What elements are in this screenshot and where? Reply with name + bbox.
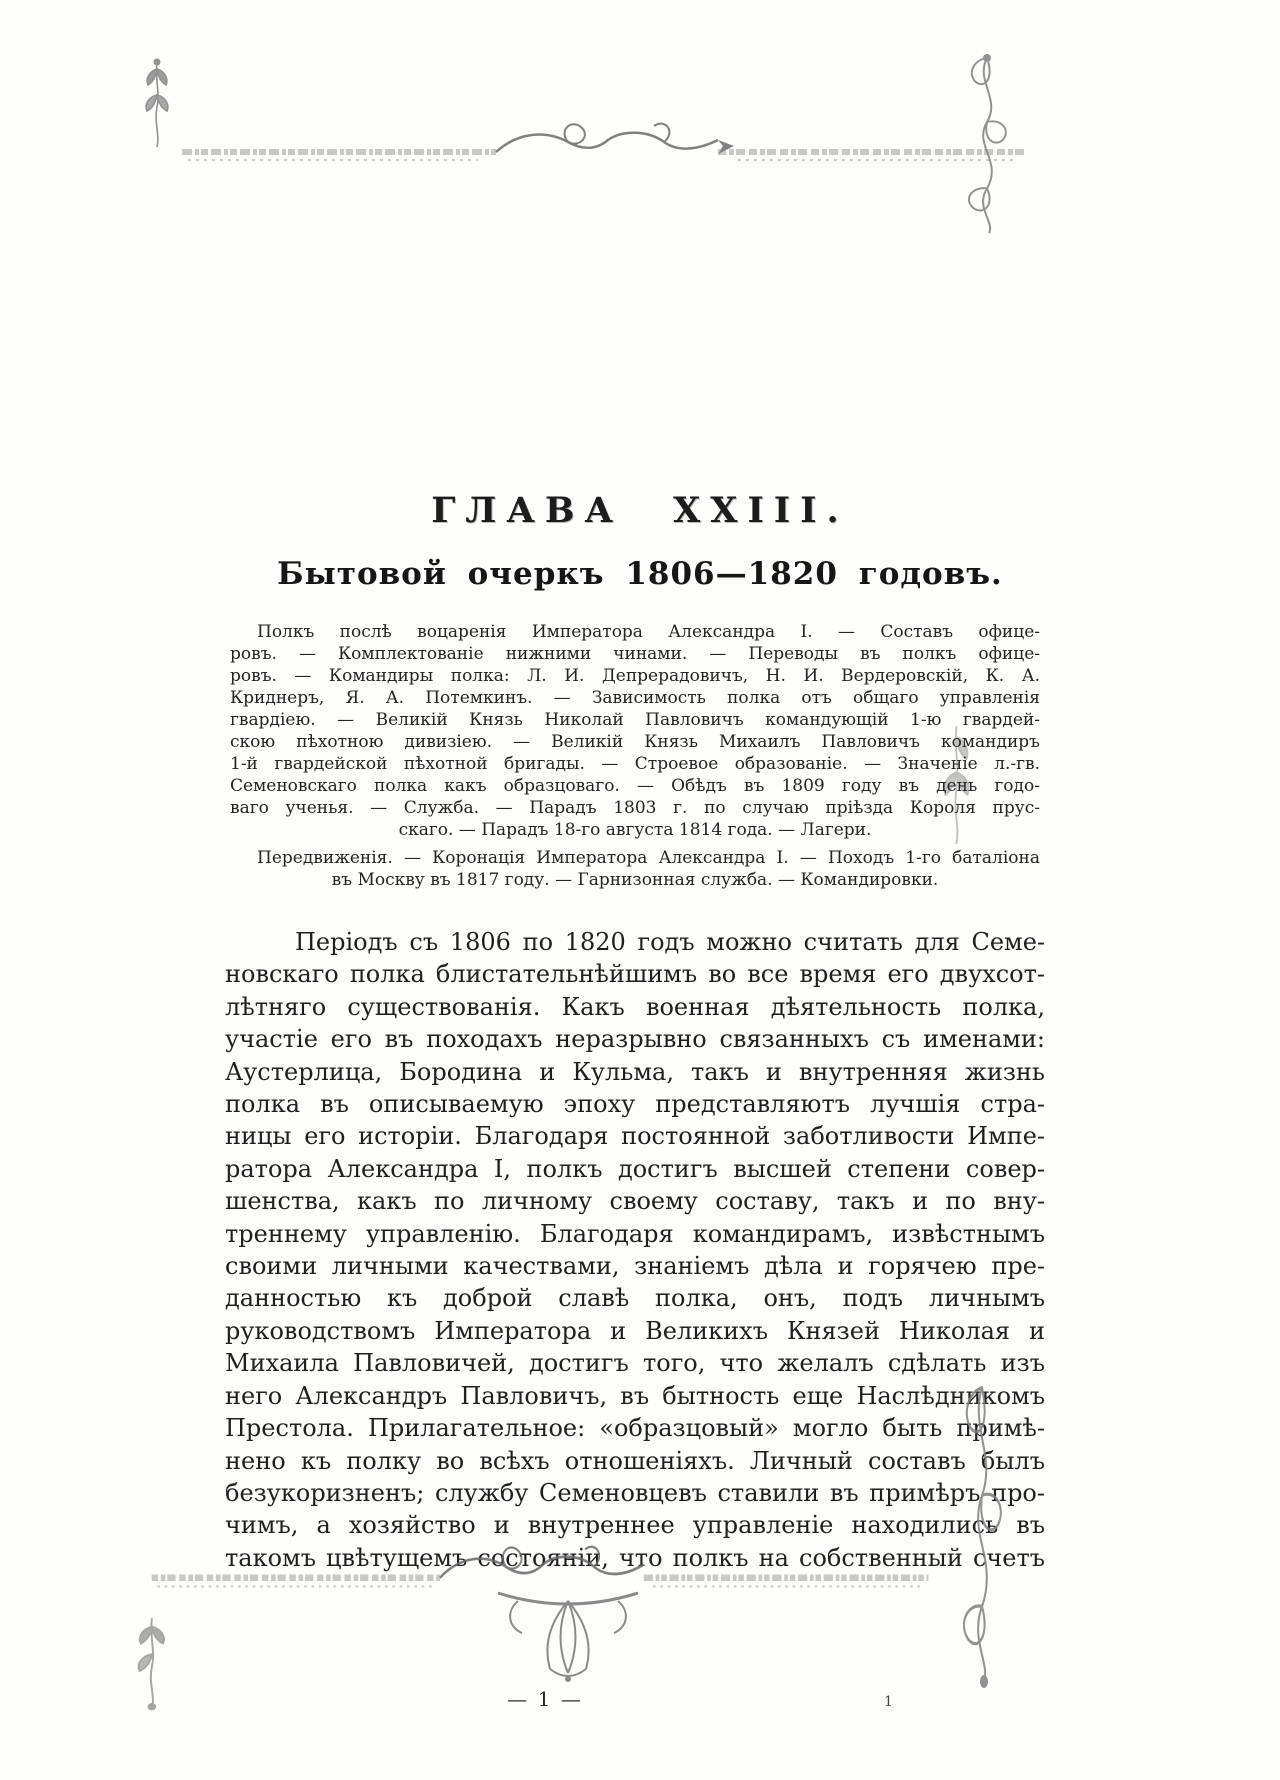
body-line: безукоризненъ; службу Семеновцевъ ставили въ примѣръ про- <box>225 1478 1045 1507</box>
body-line: своими личными качествами, знаніемъ дѣла и горячею пре- <box>225 1252 1045 1281</box>
chapter-summary-paragraph-1 <box>230 621 1040 841</box>
top-garland-ornament <box>178 122 1033 181</box>
body-line: шенства, какъ по личному своему составу, такъ и по вну- <box>225 1187 1045 1216</box>
body-line: чимъ, а хозяйство и внутреннее управленіе находились въ <box>225 1511 1045 1540</box>
body-line: Михаила Павловичей, достигъ того, что желалъ сдѣлать изъ <box>225 1349 1045 1378</box>
bottom-left-sprig-ornament <box>125 1612 180 1716</box>
chapter-heading: ГЛАВА XXIII. <box>431 490 849 531</box>
summary-line: въ Москву въ 1817 году. — Гарнизонная служба. — Командировки. <box>331 870 939 890</box>
summary-line: Семеновскаго полка какъ образцоваго. — Обѣдъ въ 1809 году въ день годо- <box>230 776 1040 796</box>
bottom-right-flourish-ornament <box>940 1378 1025 1692</box>
body-line: треннему управленію. Благодаря командирамъ, извѣстнымъ <box>225 1219 1045 1248</box>
body-line: нено къ полку во всѣхъ отношеніяхъ. Личный составъ былъ <box>225 1446 1045 1475</box>
summary-line: ровъ. — Комплектованіе нижними чинами. — Переводы въ полкъ офице- <box>230 644 1040 664</box>
body-paragraph <box>225 926 1045 1574</box>
chapter-subtitle: Бытовой очеркъ 1806—1820 годовъ. <box>277 556 1003 592</box>
summary-line: ровъ. — Командиры полка: Л. И. Депрерадовичъ, Н. И. Вердеровскій, К. А. <box>230 666 1040 686</box>
summary-line: скою пѣхотною дивизіею. — Великій Князь Михаилъ Павловичъ командиръ <box>230 732 1040 752</box>
signature-mark: 1 <box>884 1694 893 1710</box>
body-line: такомъ цвѣтущемъ состояніи, что полкъ на собственный счетъ <box>225 1543 1045 1572</box>
body-line: ницы его исторіи. Благодаря постоянной заботливости Импе- <box>225 1122 1045 1151</box>
chapter-summary-paragraph-2 <box>230 847 1040 891</box>
page-number: — 1 — <box>507 1687 583 1711</box>
body-line: участіе его въ походахъ неразрывно связанныхъ съ именами: <box>225 1025 1045 1054</box>
body-line: Престола. Прилагательное: «образцовый» могло быть примѣ- <box>225 1414 1045 1443</box>
summary-line: скаго. — Парадъ 18-го августа 1814 года. — Лагери. <box>398 820 872 840</box>
body-line: ратора Александра I, полкъ достигъ высшей степени совер- <box>225 1154 1045 1183</box>
body-line: новскаго полка блистательнѣйшимъ во все время его двухсот- <box>225 960 1045 989</box>
top-left-sprig-ornament <box>135 55 180 154</box>
body-line: лѣтняго существованія. Какъ военная дѣятельность полка, <box>225 992 1045 1021</box>
body-line: него Александръ Павловичъ, въ бытность еще Наслѣдникомъ <box>225 1381 1045 1410</box>
summary-line: Полкъ послѣ воцаренія Императора Александра I. — Составъ офице- <box>257 622 1040 642</box>
body-line: Аустерлица, Бородина и Кульма, такъ и внутренняя жизнь <box>225 1057 1045 1086</box>
summary-line: Передвиженія. — Коронація Императора Александра I. — Походъ 1-го баталіона <box>257 848 1040 868</box>
summary-line: гвардіею. — Великій Князь Николай Павловичъ командующій 1-ю гвардей- <box>230 710 1040 730</box>
summary-line: 1-й гвардейской пѣхотной бригады. — Строевое образованіе. — Значеніе л.-гв. <box>230 754 1040 774</box>
body-line: полка въ описываемую эпоху представляютъ лучшія стра- <box>225 1090 1045 1119</box>
body-line: Періодъ съ 1806 по 1820 годъ можно считать для Семе- <box>295 928 1045 956</box>
bottom-center-pendant-ornament <box>488 1585 648 1694</box>
summary-line: Криднеръ, Я. А. Потемкинъ. — Зависимость полка отъ общаго управленія <box>230 688 1040 708</box>
summary-line: ваго ученья. — Служба. — Парадъ 1803 г. по случаю пріѣзда Короля прус- <box>230 798 1040 818</box>
body-line: данностью къ доброй славѣ полка, онъ, подъ личнымъ <box>225 1284 1045 1313</box>
body-line: руководствомъ Императора и Великихъ Князей Николая и <box>225 1316 1045 1345</box>
